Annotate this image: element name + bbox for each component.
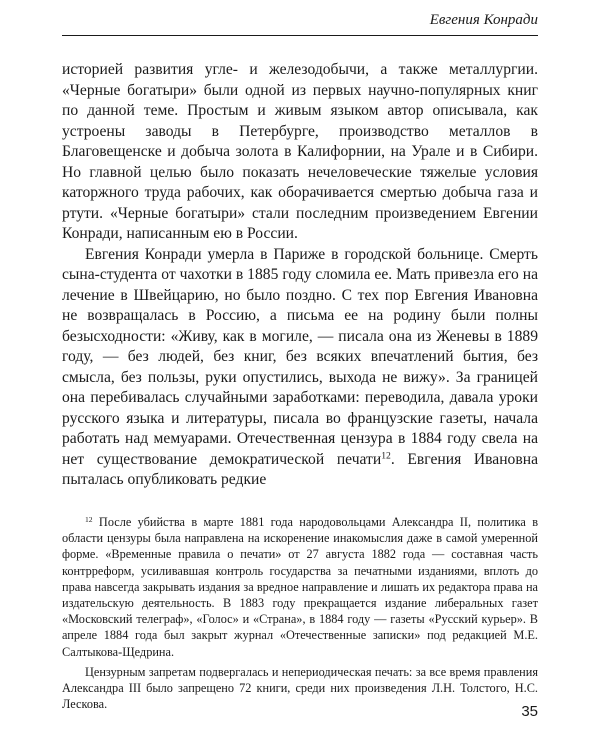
footnote-marker-12: 12 [85, 514, 93, 524]
footnote-reference-12[interactable]: 12 [381, 450, 391, 462]
paragraph-2-text: Евгения Конради умерла в Париже в городской больнице. Смерть сына-студента от чахотки в 1885 году сломила ее. Мать привезла его на лечение в Швейцарию, но было поздно. С тех пор Евгения Ивановна не возвращалась в Россию, а письма ее на родину были полны безысходности: «Живу, как в могиле, — писала она из Женевы в 1889 году, — без людей, без книг, без всяких впечатлений бытия, без смысла, без пользы, руки опустились, выхода не вижу». За границей она перебивалась случайными заработками: переводила, давала уроки русского языка и литературы, писала во французские газеты, начала работать над мемуарами. Отечественная цензура в 1884 году свела на нет существование демократической печати [62, 245, 538, 468]
running-title: Евгения Конради [429, 12, 538, 28]
paragraph-2 [62, 245, 538, 491]
footnote-12-text: После убийства в марте 1881 года народовольцами Александра II, политика в области цензуры была направлена на искоренение инакомыслия даже в самой умеренной форме. «Временные правила о печати» от 27 августа 1882 года — составная часть контрреформ, усиливавшая контроль государства за печатными изданиями, вплоть до права навсегда закрывать издания за вредное направление и лишать их редактора права на издательскую деятельность. В 1883 году прекращается издание либеральных газет «Московский телеграф», «Голос» и «Страна», в 1884 году — газеты «Русский курьер». В апреле 1884 года был закрыт журнал «Отечественные записки» под редакцией М.Е. Салтыкова-Щедрина. [62, 515, 538, 659]
footnotes [62, 514, 538, 716]
footnote-12-continuation: Цензурным запретам подвергалась и непериодическая печать: за все время правления Александра III было запрещено 72 книги, среди них произведения Л.Н. Толстого, Н.С. Лескова. [62, 664, 538, 712]
main-text [62, 60, 538, 491]
paragraph-2-tail: . Евгения Ивановна пыталась опубликовать редкие [62, 450, 538, 488]
paragraph-1: историей развития угле- и железодобычи, а также металлургии. «Черные богатыри» были одной из первых научно-популярных книг по данной теме. Простым и живым языком автор описывала, как устроены заводы в Петербурге, производство металлов в Благовещенске и добыча золота в Калифорнии, на Урале и в Сибири. Но главной целью было показать нечеловеческие тяжелые условия каторжного труда рабочих, как оборачивается смертью добыча газа и ртути. «Черные богатыри» стали последним произведением Евгении Конради, написанным ею в России. [62, 61, 538, 242]
footnote-12 [62, 514, 538, 660]
page-number: 35 [521, 703, 538, 720]
header-rule [62, 35, 538, 36]
